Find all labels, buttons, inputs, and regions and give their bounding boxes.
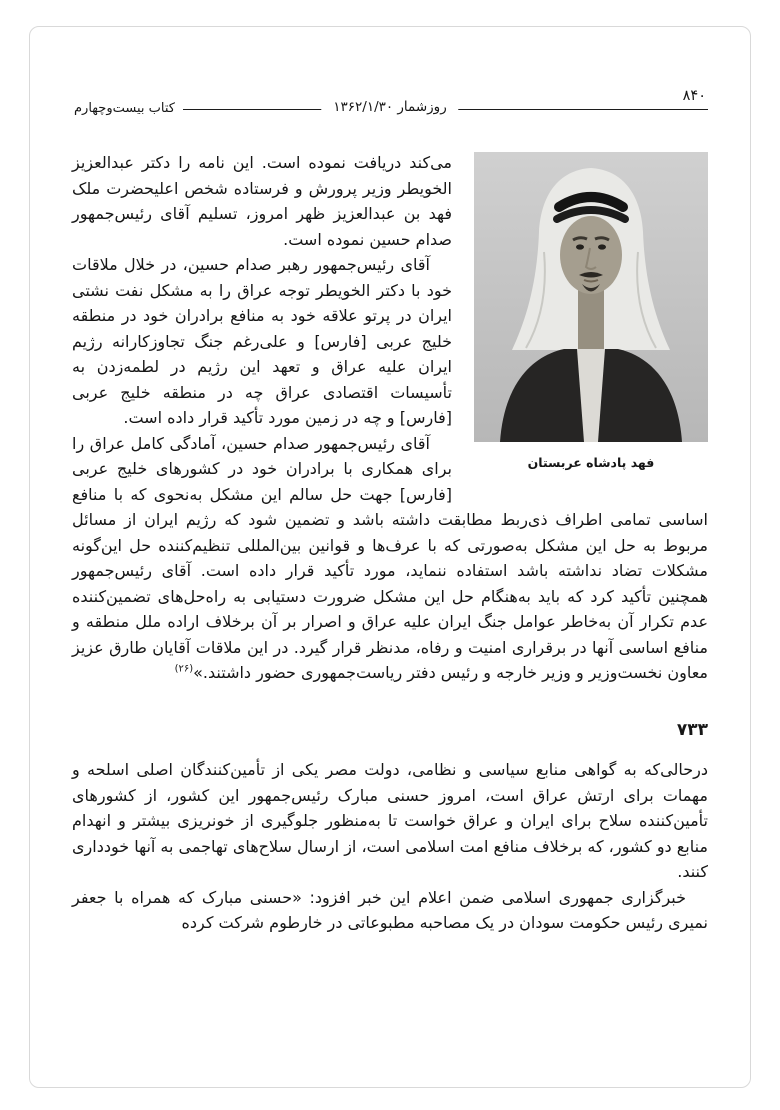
king-fahd-photo: [474, 152, 708, 442]
paragraph-5: خبرگزاری جمهوری اسلامی ضمن اعلام این خبر افزود: «حسنی مبارک که همراه با جعفر نمیری رئیس حکومت سودان در یک مصاحبه مطبوعاتی در خارطوم شرکت کرده: [72, 887, 708, 932]
footnote-ref: (۲۶): [174, 663, 194, 675]
photo-caption: فهد پادشاه عربستان: [527, 455, 655, 470]
page-content: [72, 150, 708, 936]
paragraph-1: می‌کند دریافت نموده است. این نامه را دکتر عبدالعزیز الخویطر وزیر پرورش و فرستاده شخص اعلیحضرت ملک فهد بن عبدالعزیز ظهر امروز، تسلیم آقای رئیس‌جمهور صدام حسین نموده است.: [72, 153, 452, 249]
paragraph-4: درحالی‌که به گواهی منابع سیاسی و نظامی، دولت مصر یکی از تأمین‌کنندگان اصلی اسلحه و مهمات برای ارتش عراق است، امروز حسنی مبارک رئیس‌جمهور این کشور، از کشورهای تأمین‌کننده سلاح برای ایران و عراق خواست تا به‌منظور جلوگیری از خونریزی بیشتر و انهدام منابع دو کشور، که برخلاف منافع امت اسلامی است، از ارسال سلاح‌های تهاجمی به آنها خودداری کنند.: [72, 760, 708, 881]
book-title: کتاب بیست‌وچهارم: [72, 101, 183, 116]
entry-number: ۷۳۳: [676, 719, 708, 740]
paragraph-2: آقای رئیس‌جمهور رهبر صدام حسین، در خلال ملاقات خود با دکتر الخویطر توجه عراق را به مشکل نفت نشتی ایران در پرتو علاقه خود به منافع برادران خود در منطقه خلیج عربی [فارس] و علی‌رغم جنگ تجاوزکارانه رژیم ایران علیه عراق و تعهد این رژیم در لطمه‌زدن به تأسیسات اقتصادی عراق چه در منطقه خلیج عربی [فارس] و چه در زمین مورد تأکید قرار داده است.: [72, 255, 452, 427]
portrait-figure: [474, 152, 708, 476]
header-date: روزشمار ۱۳۶۲/۱/۳۰: [321, 99, 458, 115]
king-fahd-portrait-illustration: [474, 152, 708, 442]
paragraph-3-text: آقای رئیس‌جمهور صدام حسین، آمادگی کامل عراق را برای همکاری با برادران خود در کشورهای خلیج عربی [فارس] جهت حل سالم این مشکل به‌نحوی که با منافع اساسی تمامی اطراف ذی‌ربط مطابقت داشته باشد و تضمین شود که رژیم ایران از مسائل مربوط به حل این مشکل به‌صورتی که با عرف‌ها و قوانین بین‌المللی تنظیم‌کننده حل این‌گونه مشکلات تضاد نداشته باشد استفاده ننماید، مورد تأکید قرار داده است. آقای رئیس‌جمهور همچنین تأکید کرد که باید به‌هنگام حل این مشکل ضرورت دستیابی به راه‌حل‌های تضمین‌کننده عدم تکرار آن به‌خاطر عوامل جنگ ایران علیه عراق و اصرار بر آن برخلاف اراده ملل منطقه و منافع اساسی آنها در برقراری امنیت و رفاه، مدنظر قرار گیرد. در این ملاقات آقایان طارق عزیز معاون نخست‌وزیر و وزیر خارجه و رئیس دفتر ریاست‌جمهوری حضور داشتند.»: [72, 433, 708, 682]
page-header: [72, 88, 708, 128]
page-number: ۸۴۰: [682, 88, 706, 104]
